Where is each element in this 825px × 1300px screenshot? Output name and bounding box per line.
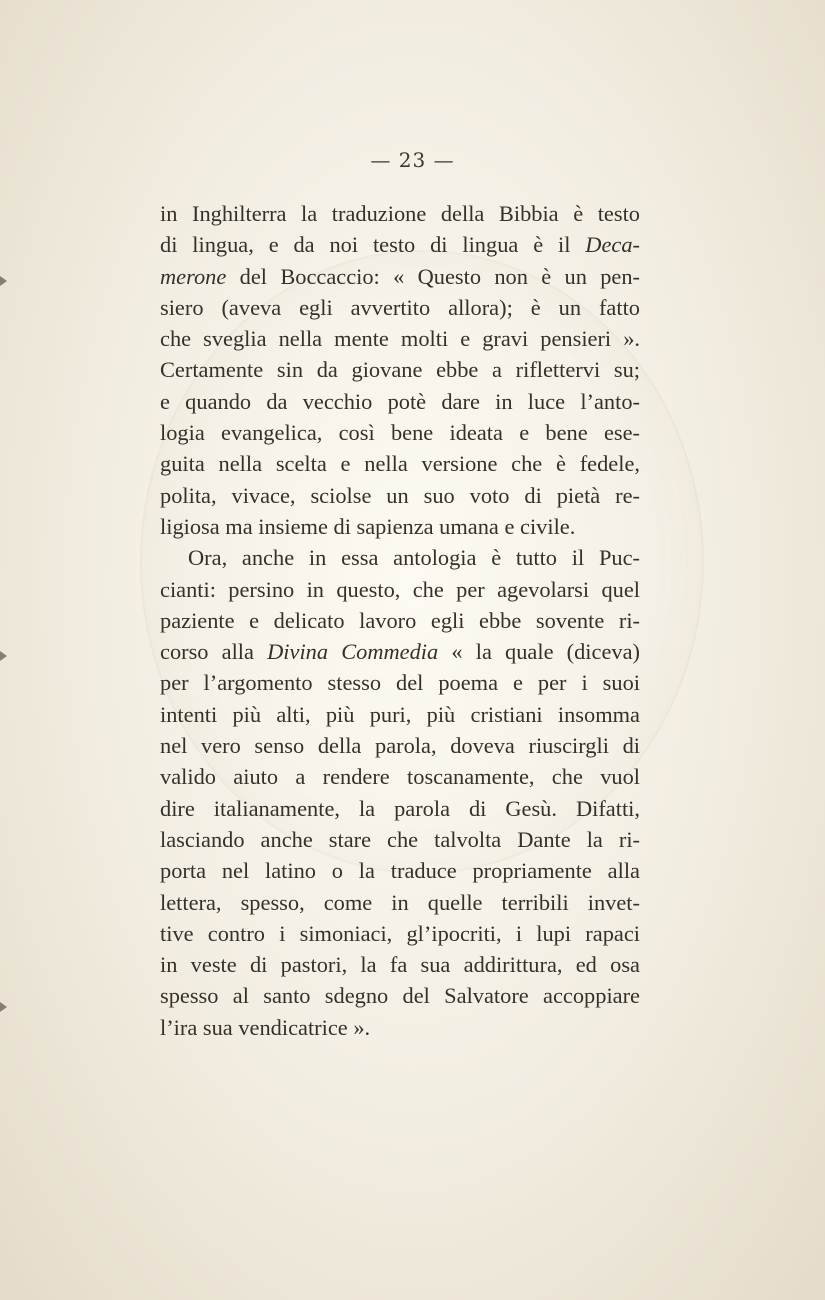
text-line: di lingua, e da noi testo di lingua è il Deca- <box>160 232 640 258</box>
body-text <box>160 198 640 1043</box>
text-line: guita nella scelta e nella versione che è fedele, <box>160 451 640 477</box>
text-line: per l’argomento stesso del poema e per i suoi <box>160 670 640 696</box>
margin-arrow-mark <box>0 1002 7 1012</box>
text-line: porta nel latino o la traduce propriamente alla <box>160 858 640 884</box>
text-line: cianti: persino in questo, che per agevolarsi quel <box>160 576 640 602</box>
text-line: lasciando anche stare che talvolta Dante la ri- <box>160 826 640 852</box>
text-line: tive contro i simoniaci, gl’ipocriti, i lupi rapaci <box>160 920 640 946</box>
text-line: logia evangelica, così bene ideata e bene ese- <box>160 420 640 446</box>
text-line: dire italianamente, la parola di Gesù. Difatti, <box>160 795 640 821</box>
text-line: in veste di pastori, la fa sua addirittura, ed osa <box>160 952 640 978</box>
text-line: corso alla Divina Commedia « la quale (diceva) <box>160 639 640 665</box>
text-line: in Inghilterra la traduzione della Bibbia è testo <box>160 201 640 226</box>
text-line: polita, vivace, sciolse un suo voto di pietà re- <box>160 482 640 508</box>
text-line: Certamente sin da giovane ebbe a riflettervi su; <box>160 357 640 383</box>
text-line: l’ira sua vendicatrice ». <box>160 1014 371 1040</box>
text-line: ligiosa ma insieme di sapienza umana e civile. <box>160 513 576 539</box>
text-line: intenti più alti, più puri, più cristiani insomma <box>160 701 640 727</box>
text-line: e quando da vecchio potè dare in luce l’anto- <box>160 388 640 414</box>
text-line: merone del Boccaccio: « Questo non è un pen- <box>160 263 640 289</box>
text-line: che sveglia nella mente molti e gravi pensieri ». <box>160 326 640 352</box>
margin-arrow-mark <box>0 651 7 661</box>
text-line: lettera, spesso, come in quelle terribili invet- <box>160 889 640 915</box>
text-line: Ora, anche in essa antologia è tutto il Puc- <box>188 545 640 571</box>
margin-arrow-mark <box>0 276 7 286</box>
text-line: valido aiuto a rendere toscanamente, che vuol <box>160 764 640 790</box>
text-line: siero (aveva egli avvertito allora); è un fatto <box>160 294 640 320</box>
text-line: paziente e delicato lavoro egli ebbe sovente ri- <box>160 607 640 633</box>
text-line: nel vero senso della parola, doveva riuscirgli di <box>160 733 640 759</box>
text-line: spesso al santo sdegno del Salvatore accoppiare <box>160 983 640 1009</box>
page-number: — 23 — <box>370 148 455 172</box>
